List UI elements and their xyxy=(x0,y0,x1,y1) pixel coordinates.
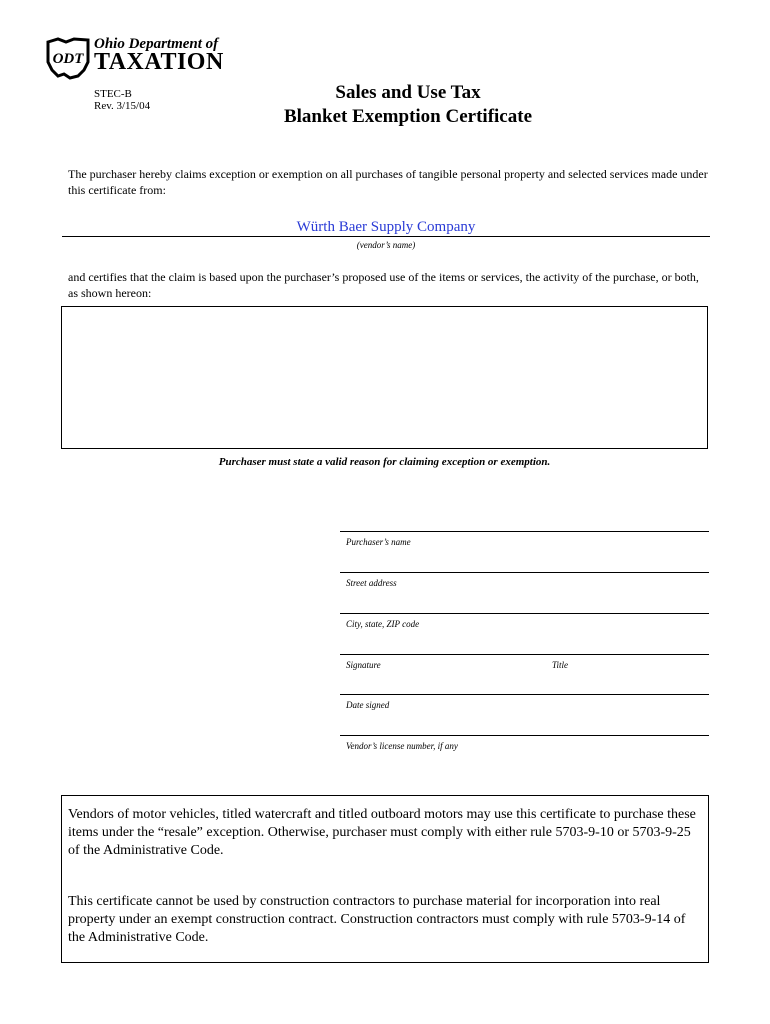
certifies-paragraph: and certifies that the claim is based upon the purchaser’s proposed use of the items or services, the activity of the purchase, or both, as shown hereon: xyxy=(68,270,699,300)
vendor-name-field[interactable]: Würth Baer Supply Company xyxy=(296,219,476,235)
street-address-line[interactable] xyxy=(340,572,709,573)
ohio-state-outline-icon xyxy=(44,36,92,80)
signature-label: Signature xyxy=(346,660,381,670)
intro-paragraph: The purchaser hereby claims exception or exemption on all purchases of tangible personal property and selected services made under this certificate from: xyxy=(68,167,708,197)
form-code-block xyxy=(94,88,150,112)
signature-line[interactable] xyxy=(340,654,709,655)
ohio-taxation-logo xyxy=(44,36,234,82)
notice-paragraph-resale: Vendors of motor vehicles, titled watercraft and titled outboard motors may use this certificate to purchase these items under the “resale” exception. Otherwise, purchaser must comply with either rule 5703-9-10 or 5703-9-25 of the Administrative Code. xyxy=(68,807,696,858)
purchaser-name-line[interactable] xyxy=(340,531,709,532)
logo-department-text: Ohio Department of xyxy=(94,36,219,52)
vendor-name-caption: (vendor’s name) xyxy=(356,240,416,250)
street-address-label: Street address xyxy=(346,578,397,588)
logo-emblem-text: ODT xyxy=(52,51,84,67)
logo-taxation-text: TAXATION xyxy=(94,49,224,75)
vendor-license-label: Vendor’s license number, if any xyxy=(346,741,458,751)
page-title xyxy=(250,81,566,129)
title-label: Title xyxy=(552,660,569,670)
city-state-zip-label: City, state, ZIP code xyxy=(346,619,420,629)
exemption-reason-box[interactable] xyxy=(61,306,708,449)
vendor-name-line xyxy=(62,236,710,237)
date-signed-label: Date signed xyxy=(346,700,390,710)
form-revision: Rev. 3/15/04 xyxy=(94,100,151,112)
title-line-1: Sales and Use Tax xyxy=(335,82,481,103)
purchaser-name-label: Purchaser’s name xyxy=(346,537,411,547)
form-code: STEC-B xyxy=(94,88,132,100)
city-state-zip-line[interactable] xyxy=(340,613,709,614)
exemption-reason-note: Purchaser must state a valid reason for claiming exception or exemption. xyxy=(218,456,551,468)
title-line-2: Blanket Exemption Certificate xyxy=(283,106,532,127)
vendor-license-line[interactable] xyxy=(340,735,709,736)
date-signed-line[interactable] xyxy=(340,694,709,695)
notice-paragraph-contractors: This certificate cannot be used by construction contractors to purchase material for incorporation into real property under an exempt construction contract. Construction contractors must comply with rule 5703-9-14 of the Administrative Code. xyxy=(68,894,686,945)
